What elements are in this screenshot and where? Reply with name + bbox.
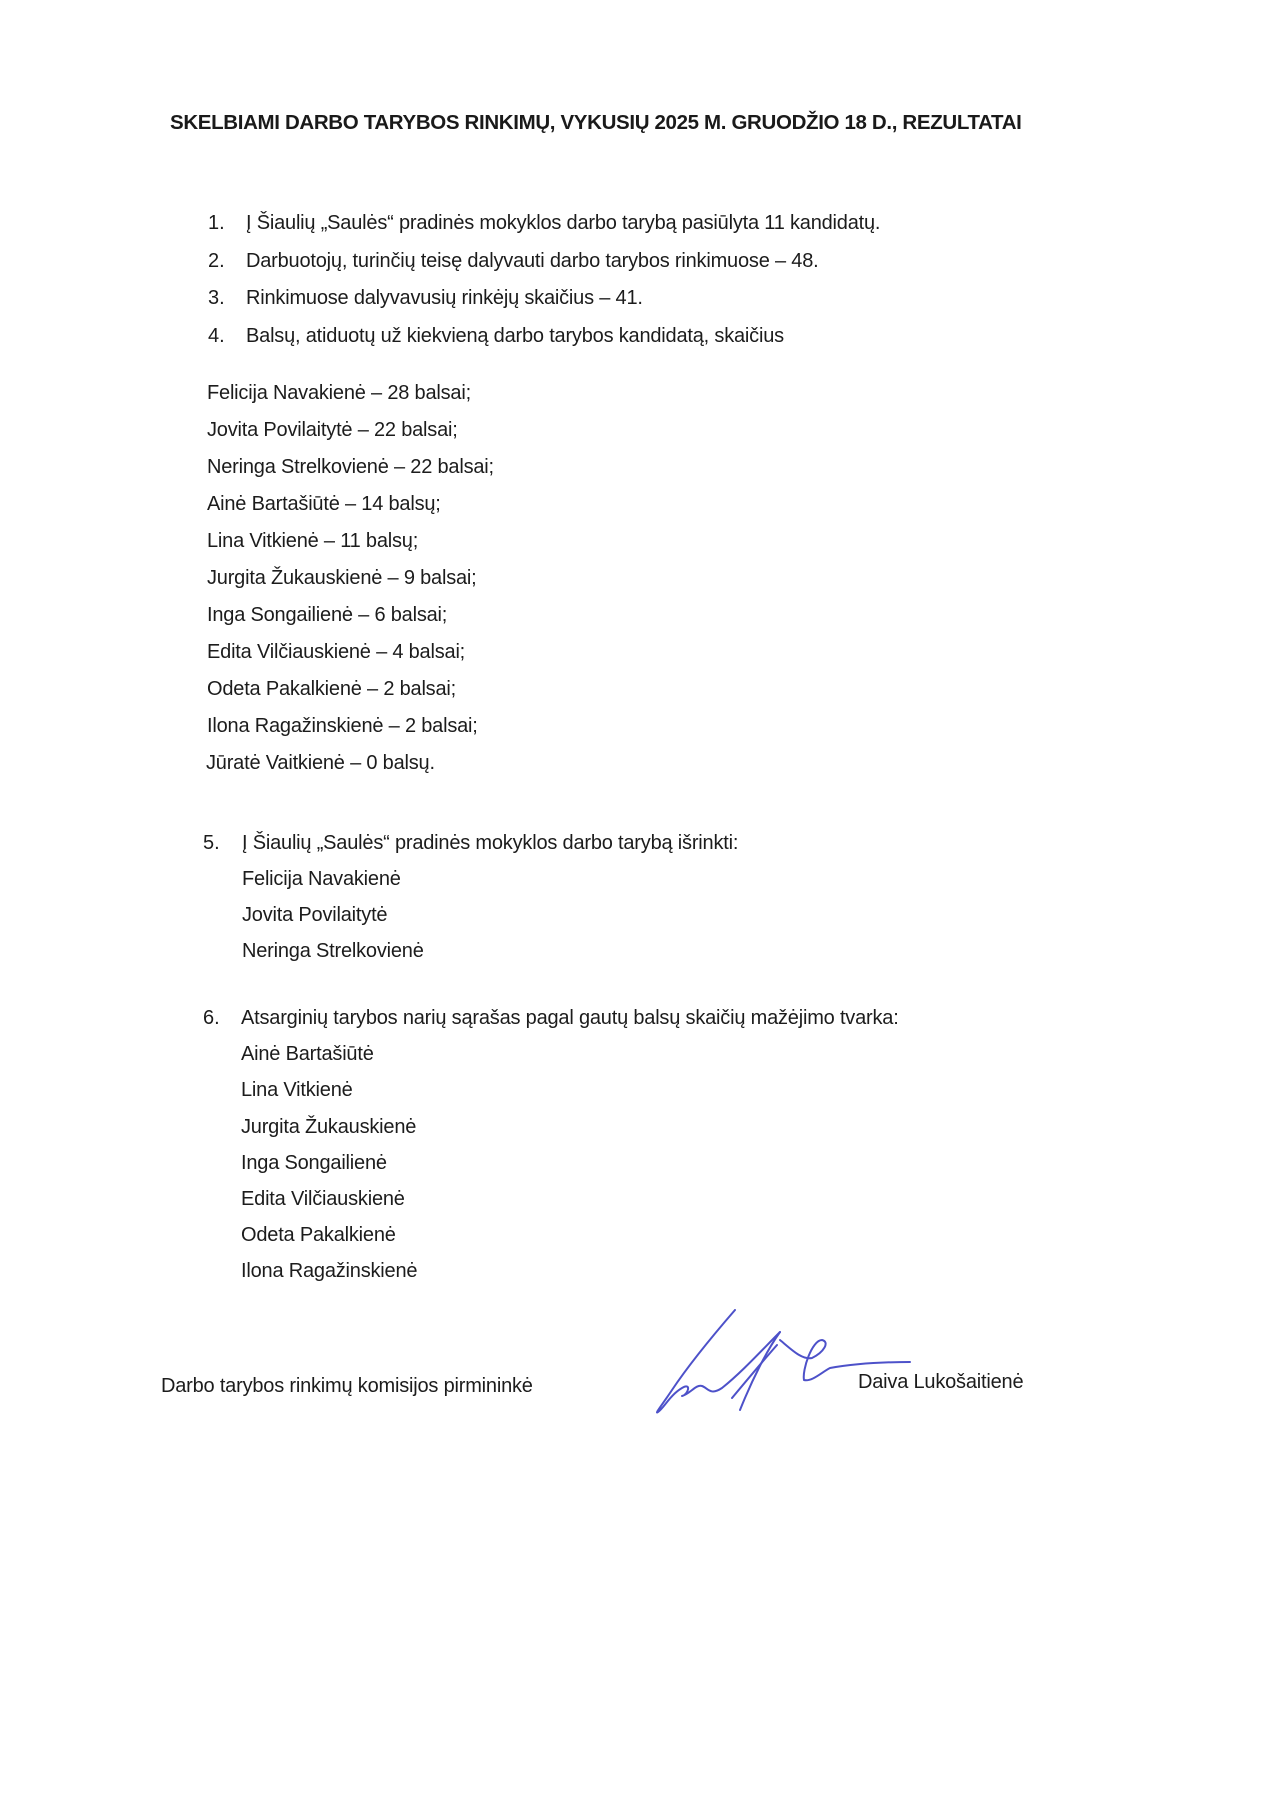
summary-item-number: 3. (208, 287, 225, 309)
reserve-number: 6. (203, 1007, 220, 1029)
vote-row: Felicija Navakienė – 28 balsai; (207, 382, 471, 404)
signature-icon (652, 1300, 912, 1420)
elected-heading: Į Šiaulių „Saulės“ pradinės mokyklos darbo tarybą išrinkti: (242, 832, 739, 854)
signature-stroke (732, 1345, 777, 1398)
elected-member: Jovita Povilaitytė (242, 904, 388, 926)
vote-row: Odeta Pakalkienė – 2 balsai; (207, 678, 457, 700)
vote-row: Neringa Strelkovienė – 22 balsai; (207, 456, 494, 478)
reserve-member: Ainė Bartašiūtė (241, 1043, 374, 1065)
reserve-member: Odeta Pakalkienė (241, 1224, 396, 1246)
summary-item-number: 2. (208, 250, 225, 272)
elected-member: Felicija Navakienė (242, 868, 401, 890)
reserve-member: Lina Vitkienė (241, 1079, 353, 1101)
signature-stroke (740, 1332, 780, 1410)
vote-row: Inga Songailienė – 6 balsai; (207, 604, 448, 626)
vote-row: Ilona Ragažinskienė – 2 balsai; (207, 715, 478, 737)
summary-item-text: Darbuotojų, turinčių teisę dalyvauti darbo tarybos rinkimuose – 48. (246, 250, 819, 272)
reserve-member: Jurgita Žukauskienė (241, 1116, 417, 1138)
vote-row: Jurgita Žukauskienė – 9 balsai; (207, 567, 477, 589)
summary-item-number: 1. (208, 212, 225, 234)
elected-member: Neringa Strelkovienė (242, 940, 424, 962)
summary-item-number: 4. (208, 325, 225, 347)
elected-number: 5. (203, 832, 220, 854)
vote-row: Edita Vilčiauskienė – 4 balsai; (207, 641, 466, 663)
signatory-role: Darbo tarybos rinkimų komisijos pirmininkė (161, 1375, 533, 1397)
summary-item-text: Balsų, atiduotų už kiekvieną darbo tarybos kandidatą, skaičius (246, 325, 784, 347)
reserve-member: Inga Songailienė (241, 1152, 387, 1174)
vote-row: Ainė Bartašiūtė – 14 balsų; (207, 493, 441, 515)
vote-row: Lina Vitkienė – 11 balsų; (207, 530, 419, 552)
vote-row: Jovita Povilaitytė – 22 balsai; (207, 419, 458, 441)
reserve-member: Ilona Ragažinskienė (241, 1260, 418, 1282)
signatory-name: Daiva Lukošaitienė (858, 1371, 1024, 1393)
vote-row: Jūratė Vaitkienė – 0 balsų. (206, 752, 435, 774)
summary-item-text: Rinkimuose dalyvavusių rinkėjų skaičius – 41. (246, 287, 643, 309)
document-title: SKELBIAMI DARBO TARYBOS RINKIMŲ, VYKUSIŲ 2025 M. GRUODŽIO 18 D., REZULTATAI (170, 111, 1022, 134)
reserve-member: Edita Vilčiauskienė (241, 1188, 405, 1210)
reserve-heading: Atsarginių tarybos narių sąrašas pagal gautų balsų skaičių mažėjimo tvarka: (241, 1007, 899, 1029)
summary-item-text: Į Šiaulių „Saulės“ pradinės mokyklos darbo tarybą pasiūlyta 11 kandidatų. (246, 212, 881, 234)
